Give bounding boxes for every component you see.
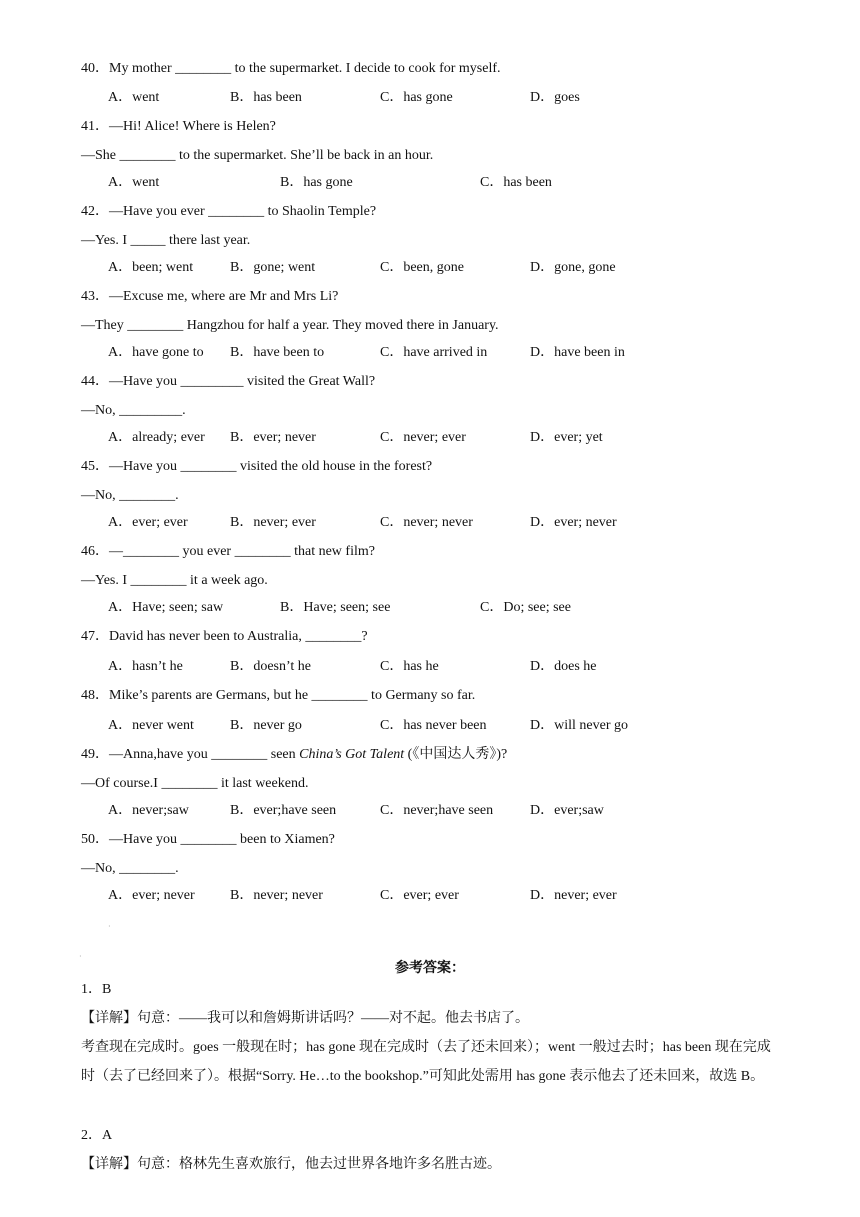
answer-2-explanation: 【详解】句意：格林先生喜欢旅行，他去过世界各地许多名胜古迹。 — [81, 1157, 501, 1172]
option-d[interactable]: D．gone, gone — [530, 260, 616, 275]
option-d[interactable]: D．ever; never — [530, 515, 617, 530]
question-43 — [81, 288, 338, 306]
option-a[interactable]: A．went — [108, 175, 160, 190]
option-a[interactable]: A．been; went — [108, 260, 194, 275]
question-text: —Hi! Alice! Where is Helen? — [109, 119, 276, 134]
options-50 — [108, 887, 808, 905]
question-number: 41． — [81, 119, 109, 134]
options-41 — [108, 174, 808, 192]
option-d[interactable]: D．will never go — [530, 718, 628, 733]
stray-mark: · — [79, 952, 82, 961]
question-45 — [81, 458, 432, 476]
option-c[interactable]: C．never; never — [380, 515, 473, 530]
answer-2: 2．A — [81, 1128, 113, 1143]
option-a[interactable]: A．already; ever — [108, 430, 205, 445]
question-50 — [81, 831, 335, 849]
option-b[interactable]: B．never; never — [230, 888, 323, 903]
option-b[interactable]: B．has been — [230, 90, 302, 105]
option-d[interactable]: D．never; ever — [530, 888, 617, 903]
question-text-line2: —Of course.I ________ it last weekend. — [81, 776, 309, 791]
option-a[interactable]: A．never;saw — [108, 803, 189, 818]
option-a[interactable]: A．Have; seen; saw — [108, 600, 224, 615]
options-42 — [108, 259, 808, 277]
show-title: China’s Got Talent — [299, 747, 405, 762]
option-c[interactable]: C．ever; ever — [380, 888, 459, 903]
question-44 — [81, 373, 375, 391]
option-d[interactable]: D．have been in — [530, 345, 625, 360]
question-number: 47． — [81, 629, 109, 644]
option-c[interactable]: C．has gone — [380, 90, 453, 105]
question-number: 45． — [81, 459, 109, 474]
question-text: Mike’s parents are Germans, but he ________ to Germany so far. — [109, 688, 476, 703]
option-d[interactable]: D．goes — [530, 90, 580, 105]
question-number: 40． — [81, 61, 109, 76]
answers-heading: 参考答案： — [395, 961, 465, 976]
answer-1-analysis: 考查现在完成时。goes 一般现在时；has gone 现在完成时（去了还未回来）；went 一般过去时；has been 现在完成时（去了已经回来了）。根据“Sorry. He…to the bookshop.”可知此处需用 has gone 表示他去了还未回来，故选 B。 — [81, 1040, 771, 1084]
question-41 — [81, 118, 276, 136]
question-text: —Have you _________ visited the Great Wall? — [109, 374, 376, 389]
question-number: 42． — [81, 204, 109, 219]
option-c[interactable]: C．has he — [380, 659, 439, 674]
question-text: David has never been to Australia, ________? — [109, 629, 368, 644]
question-47 — [81, 628, 368, 646]
option-a[interactable]: A．never went — [108, 718, 194, 733]
question-number: 46． — [81, 544, 109, 559]
question-text: —________ you ever ________ that new film? — [109, 544, 375, 559]
question-40 — [81, 60, 501, 78]
question-text: —Have you ever ________ to Shaolin Temple? — [109, 204, 377, 219]
question-text: My mother ________ to the supermarket. I decide to cook for myself. — [109, 61, 501, 76]
question-text-line2: —No, ________. — [81, 861, 179, 876]
question-46 — [81, 543, 375, 561]
question-48 — [81, 687, 475, 705]
question-text-line2: —She ________ to the supermarket. She’ll be back in an hour. — [81, 148, 434, 163]
options-49 — [108, 802, 808, 820]
question-text-suffix: (《中国达人秀》)? — [404, 747, 508, 762]
question-text-line2: —No, ________. — [81, 488, 179, 503]
option-d[interactable]: D．does he — [530, 659, 597, 674]
question-42 — [81, 203, 376, 221]
question-49 — [81, 746, 507, 764]
question-number: 48． — [81, 688, 109, 703]
option-a[interactable]: A．have gone to — [108, 345, 204, 360]
option-b[interactable]: B．never; ever — [230, 515, 316, 530]
option-b[interactable]: B．ever;have seen — [230, 803, 337, 818]
option-b[interactable]: B．Have; seen; see — [280, 600, 391, 615]
option-b[interactable]: B．gone; went — [230, 260, 316, 275]
options-40 — [108, 89, 808, 107]
question-number: 43． — [81, 289, 109, 304]
option-b[interactable]: B．ever; never — [230, 430, 316, 445]
options-45 — [108, 514, 808, 532]
option-a[interactable]: A．ever; never — [108, 888, 195, 903]
options-44 — [108, 429, 808, 447]
question-text-line2: —They ________ Hangzhou for half a year. They moved there in January. — [81, 318, 499, 333]
options-48 — [108, 717, 808, 735]
answer-1-explanation: 【详解】句意：——我可以和詹姆斯讲话吗？——对不起。他去书店了。 — [81, 1011, 529, 1026]
question-number: 50． — [81, 832, 109, 847]
question-text: —Have you ________ visited the old house in the forest? — [109, 459, 433, 474]
answer-1: 1．B — [81, 982, 112, 997]
option-a[interactable]: A．ever; ever — [108, 515, 188, 530]
question-text-line2: —Yes. I ________ it a week ago. — [81, 573, 268, 588]
options-46 — [108, 599, 808, 617]
option-b[interactable]: B．has gone — [280, 175, 353, 190]
option-a[interactable]: A．hasn’t he — [108, 659, 183, 674]
option-a[interactable]: A．went — [108, 90, 160, 105]
option-b[interactable]: B．never go — [230, 718, 302, 733]
question-number: 49． — [81, 747, 109, 762]
option-c[interactable]: C．Do; see; see — [480, 600, 571, 615]
option-c[interactable]: C．has been — [480, 175, 552, 190]
option-d[interactable]: D．ever; yet — [530, 430, 603, 445]
stray-mark: · — [108, 922, 111, 931]
question-text: —Have you ________ been to Xiamen? — [109, 832, 335, 847]
option-c[interactable]: C．has never been — [380, 718, 487, 733]
option-c[interactable]: C．never;have seen — [380, 803, 494, 818]
option-c[interactable]: C．been, gone — [380, 260, 464, 275]
option-b[interactable]: B．have been to — [230, 345, 325, 360]
question-text: —Excuse me, where are Mr and Mrs Li? — [109, 289, 339, 304]
question-text-line2: —No, _________. — [81, 403, 186, 418]
option-c[interactable]: C．never; ever — [380, 430, 466, 445]
option-c[interactable]: C．have arrived in — [380, 345, 488, 360]
question-number: 44． — [81, 374, 109, 389]
question-text-line2: —Yes. I _____ there last year. — [81, 233, 251, 248]
option-d[interactable]: D．ever;saw — [530, 803, 604, 818]
options-43 — [108, 344, 808, 362]
option-b[interactable]: B．doesn’t he — [230, 659, 312, 674]
options-47 — [108, 658, 808, 676]
question-text: —Anna,have you ________ seen — [109, 747, 300, 762]
